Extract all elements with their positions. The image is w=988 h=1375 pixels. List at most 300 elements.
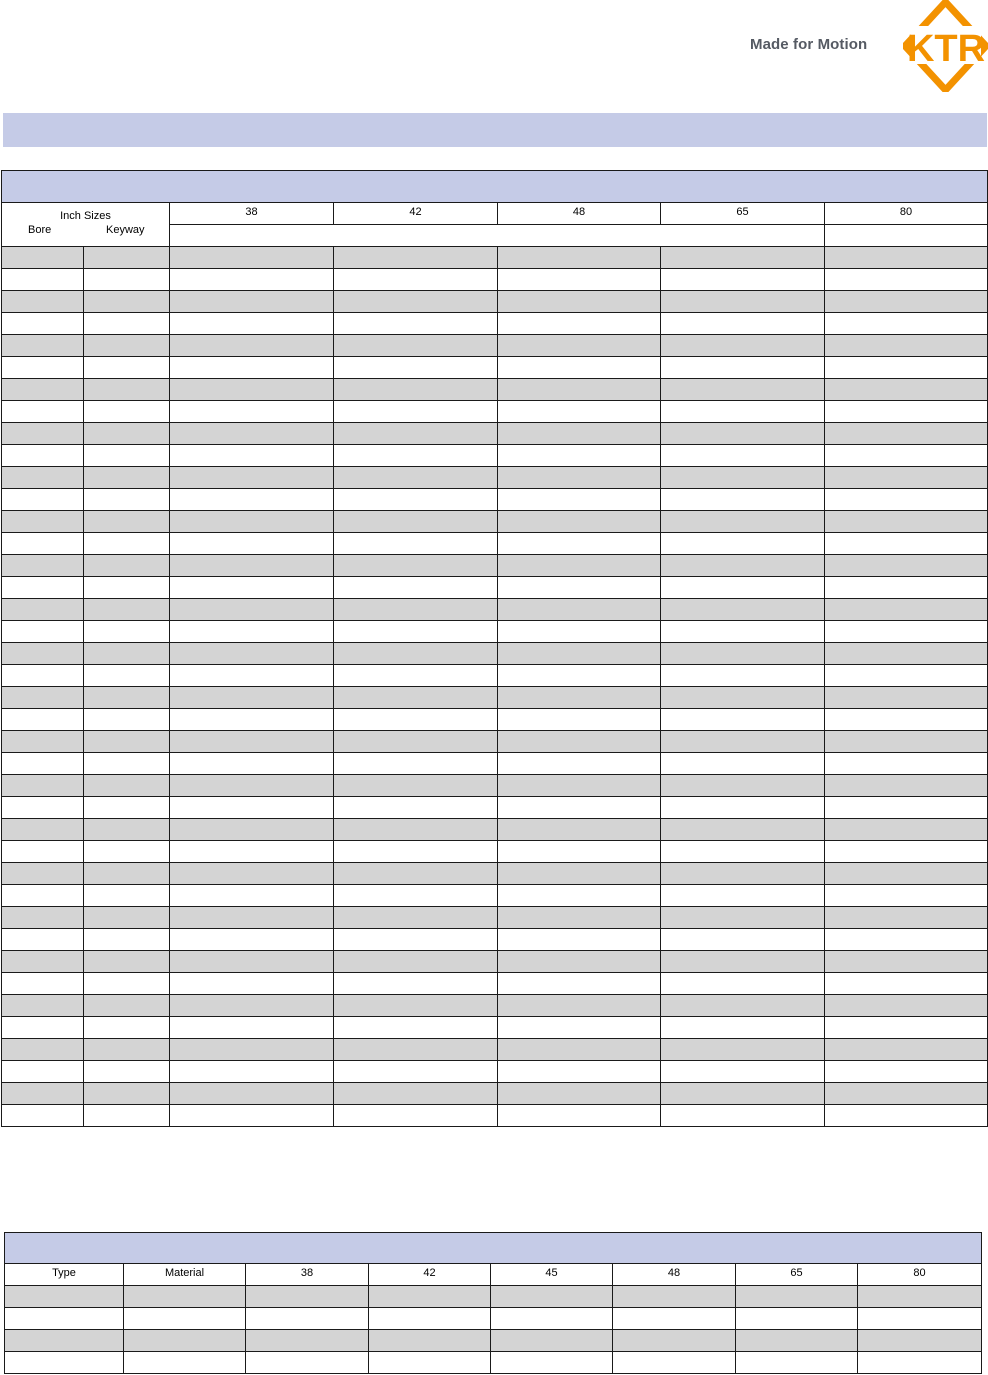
table-cell — [170, 687, 334, 709]
table-cell — [498, 1061, 661, 1083]
table-cell — [84, 335, 170, 357]
table-cell — [498, 841, 661, 863]
table-row — [2, 1105, 988, 1127]
table-row — [5, 1286, 982, 1308]
table-cell — [498, 489, 661, 511]
table-cell — [2, 1105, 84, 1127]
table-cell — [661, 1039, 825, 1061]
table-cell — [2, 1061, 84, 1083]
table-cell — [661, 291, 825, 313]
size-column-header: 42 — [369, 1264, 491, 1286]
table-cell — [84, 929, 170, 951]
keyway-column-label: Keyway — [106, 224, 145, 236]
table-cell — [84, 885, 170, 907]
table-row — [2, 467, 988, 489]
table-cell — [84, 555, 170, 577]
table-cell — [661, 797, 825, 819]
size-subheader-group — [170, 225, 825, 247]
table-cell — [498, 731, 661, 753]
table-cell — [170, 731, 334, 753]
table-cell — [84, 1039, 170, 1061]
table-cell — [2, 665, 84, 687]
table-cell — [858, 1286, 982, 1308]
table-cell — [825, 599, 988, 621]
table-cell — [170, 445, 334, 467]
table-row — [2, 401, 988, 423]
table-row — [5, 1352, 982, 1374]
table-cell — [661, 445, 825, 467]
size-header: 80 — [825, 203, 988, 225]
table-cell — [84, 511, 170, 533]
table-cell — [491, 1286, 613, 1308]
table-cell — [661, 973, 825, 995]
table-cell — [5, 1308, 124, 1330]
table-cell — [661, 753, 825, 775]
table-cell — [2, 731, 84, 753]
table-cell — [498, 1039, 661, 1061]
table-cell — [825, 291, 988, 313]
table-cell — [825, 401, 988, 423]
table-cell — [170, 665, 334, 687]
table-cell — [170, 335, 334, 357]
size-header: 38 — [170, 203, 334, 225]
table-cell — [334, 555, 498, 577]
table-row — [2, 929, 988, 951]
table-cell — [858, 1308, 982, 1330]
table-cell — [334, 665, 498, 687]
table-cell — [84, 445, 170, 467]
section-band — [3, 113, 987, 147]
table-cell — [124, 1308, 246, 1330]
table-cell — [613, 1330, 736, 1352]
size-header: 48 — [498, 203, 661, 225]
table-row — [2, 335, 988, 357]
table-cell — [84, 599, 170, 621]
table-cell — [170, 775, 334, 797]
table-cell — [2, 797, 84, 819]
table-cell — [84, 731, 170, 753]
table-row — [2, 863, 988, 885]
bore-column-label: Bore — [28, 224, 52, 236]
table-cell — [2, 445, 84, 467]
table-cell — [246, 1330, 369, 1352]
table-cell — [498, 313, 661, 335]
table-cell — [825, 621, 988, 643]
table-cell — [613, 1308, 736, 1330]
table-row — [2, 775, 988, 797]
table-cell — [498, 819, 661, 841]
table-cell — [84, 643, 170, 665]
table-row — [2, 489, 988, 511]
table-cell — [661, 995, 825, 1017]
table-cell — [124, 1330, 246, 1352]
table-cell — [498, 907, 661, 929]
table-cell — [661, 335, 825, 357]
table-cell — [498, 951, 661, 973]
type-table-title-band — [5, 1233, 982, 1264]
table-cell — [334, 753, 498, 775]
table-row — [2, 511, 988, 533]
table-cell — [170, 643, 334, 665]
table-cell — [2, 973, 84, 995]
table-cell — [170, 797, 334, 819]
table-cell — [825, 819, 988, 841]
table-row — [2, 841, 988, 863]
table-row — [2, 423, 988, 445]
table-cell — [2, 401, 84, 423]
table-cell — [84, 621, 170, 643]
table-cell — [170, 357, 334, 379]
table-row — [2, 269, 988, 291]
table-cell — [661, 643, 825, 665]
table-cell — [2, 423, 84, 445]
table-cell — [84, 665, 170, 687]
table-cell — [334, 973, 498, 995]
table-cell — [498, 797, 661, 819]
table-cell — [825, 665, 988, 687]
table-cell — [170, 753, 334, 775]
table-cell — [369, 1308, 491, 1330]
table-cell — [661, 863, 825, 885]
table-cell — [2, 863, 84, 885]
table-cell — [661, 423, 825, 445]
table-cell — [661, 247, 825, 269]
table-cell — [825, 379, 988, 401]
size-column-header: 38 — [246, 1264, 369, 1286]
table-row — [2, 1017, 988, 1039]
logo-text: KTR — [906, 28, 986, 70]
table-cell — [2, 841, 84, 863]
table-cell — [2, 577, 84, 599]
table-cell — [84, 291, 170, 313]
table-cell — [246, 1352, 369, 1374]
table-cell — [661, 929, 825, 951]
table-cell — [84, 709, 170, 731]
table-cell — [334, 445, 498, 467]
table-cell — [498, 643, 661, 665]
table-cell — [334, 687, 498, 709]
table-cell — [170, 907, 334, 929]
table-cell — [825, 445, 988, 467]
table-cell — [170, 841, 334, 863]
table-cell — [334, 1061, 498, 1083]
table-cell — [661, 1105, 825, 1127]
table-cell — [858, 1352, 982, 1374]
table-cell — [170, 401, 334, 423]
table-cell — [498, 269, 661, 291]
table-cell — [170, 533, 334, 555]
table-cell — [825, 1105, 988, 1127]
size-column-header: 45 — [491, 1264, 613, 1286]
table-cell — [825, 951, 988, 973]
table-cell — [661, 951, 825, 973]
table-cell — [825, 533, 988, 555]
table-cell — [661, 709, 825, 731]
table-cell — [613, 1352, 736, 1374]
table-cell — [334, 1105, 498, 1127]
table-row — [2, 753, 988, 775]
table-cell — [825, 467, 988, 489]
table-row — [2, 533, 988, 555]
type-material-table — [4, 1232, 982, 1374]
table-cell — [2, 885, 84, 907]
table-row — [2, 357, 988, 379]
table-cell — [2, 269, 84, 291]
table-cell — [661, 379, 825, 401]
table-cell — [170, 1017, 334, 1039]
table-cell — [2, 687, 84, 709]
table-row — [2, 643, 988, 665]
table-cell — [825, 841, 988, 863]
table-cell — [334, 1017, 498, 1039]
table-cell — [334, 995, 498, 1017]
table-row — [2, 797, 988, 819]
table-cell — [170, 313, 334, 335]
size-header: 65 — [661, 203, 825, 225]
table-cell — [825, 709, 988, 731]
table-cell — [170, 423, 334, 445]
table-cell — [661, 467, 825, 489]
table-row — [2, 885, 988, 907]
table-cell — [170, 951, 334, 973]
table-row — [2, 555, 988, 577]
table-cell — [2, 489, 84, 511]
table-cell — [84, 247, 170, 269]
table-cell — [825, 687, 988, 709]
table-cell — [334, 951, 498, 973]
size-subheader — [825, 225, 988, 247]
brand-tagline: Made for Motion — [750, 36, 868, 53]
table-cell — [498, 291, 661, 313]
table-cell — [2, 291, 84, 313]
table-cell — [334, 577, 498, 599]
table-cell — [84, 1083, 170, 1105]
table-row — [2, 247, 988, 269]
table-cell — [334, 797, 498, 819]
table-cell — [334, 423, 498, 445]
size-column-header: 48 — [613, 1264, 736, 1286]
table-cell — [498, 709, 661, 731]
table-cell — [84, 269, 170, 291]
table-cell — [2, 313, 84, 335]
table-cell — [2, 929, 84, 951]
table-cell — [2, 819, 84, 841]
table-cell — [661, 665, 825, 687]
table-cell — [2, 1017, 84, 1039]
table-cell — [491, 1330, 613, 1352]
table-cell — [170, 555, 334, 577]
inch-sizes-header — [2, 203, 170, 247]
table-cell — [334, 467, 498, 489]
table-cell — [858, 1330, 982, 1352]
table-cell — [84, 489, 170, 511]
table-cell — [661, 1061, 825, 1083]
table-cell — [825, 511, 988, 533]
table-cell — [2, 533, 84, 555]
table-cell — [170, 709, 334, 731]
table-cell — [2, 247, 84, 269]
table-cell — [498, 885, 661, 907]
bore-table-title-band — [2, 171, 988, 203]
table-cell — [5, 1352, 124, 1374]
table-cell — [661, 577, 825, 599]
table-cell — [84, 1105, 170, 1127]
table-cell — [84, 687, 170, 709]
table-cell — [661, 357, 825, 379]
size-column-header: 65 — [736, 1264, 858, 1286]
table-cell — [736, 1352, 858, 1374]
table-cell — [170, 1083, 334, 1105]
table-cell — [2, 1083, 84, 1105]
table-cell — [498, 555, 661, 577]
table-cell — [246, 1308, 369, 1330]
table-cell — [2, 357, 84, 379]
table-cell — [2, 775, 84, 797]
table-cell — [334, 907, 498, 929]
table-cell — [2, 995, 84, 1017]
size-header: 42 — [334, 203, 498, 225]
table-cell — [334, 291, 498, 313]
table-cell — [84, 423, 170, 445]
table-cell — [334, 401, 498, 423]
table-cell — [84, 753, 170, 775]
table-cell — [661, 841, 825, 863]
table-cell — [736, 1330, 858, 1352]
table-cell — [491, 1352, 613, 1374]
table-row — [2, 819, 988, 841]
table-cell — [84, 973, 170, 995]
table-cell — [498, 973, 661, 995]
table-cell — [170, 379, 334, 401]
table-row — [2, 599, 988, 621]
table-cell — [825, 929, 988, 951]
table-cell — [170, 577, 334, 599]
table-cell — [661, 1017, 825, 1039]
table-cell — [498, 511, 661, 533]
table-cell — [736, 1308, 858, 1330]
table-cell — [84, 379, 170, 401]
table-cell — [661, 907, 825, 929]
table-cell — [498, 357, 661, 379]
table-cell — [825, 1061, 988, 1083]
table-cell — [498, 467, 661, 489]
table-row — [2, 313, 988, 335]
table-cell — [825, 489, 988, 511]
table-row — [2, 379, 988, 401]
table-cell — [334, 313, 498, 335]
table-cell — [825, 357, 988, 379]
table-cell — [498, 401, 661, 423]
table-cell — [498, 577, 661, 599]
table-cell — [334, 709, 498, 731]
table-cell — [661, 401, 825, 423]
table-cell — [661, 533, 825, 555]
table-cell — [825, 313, 988, 335]
table-cell — [84, 995, 170, 1017]
table-cell — [5, 1286, 124, 1308]
table-cell — [84, 907, 170, 929]
table-cell — [661, 1083, 825, 1105]
table-cell — [369, 1330, 491, 1352]
table-cell — [825, 335, 988, 357]
table-cell — [170, 621, 334, 643]
table-cell — [334, 863, 498, 885]
table-cell — [498, 775, 661, 797]
table-cell — [334, 379, 498, 401]
table-cell — [334, 819, 498, 841]
table-cell — [2, 599, 84, 621]
table-cell — [2, 621, 84, 643]
table-cell — [5, 1330, 124, 1352]
table-cell — [661, 621, 825, 643]
table-row — [2, 291, 988, 313]
table-cell — [491, 1308, 613, 1330]
table-cell — [170, 995, 334, 1017]
table-cell — [170, 247, 334, 269]
table-cell — [84, 401, 170, 423]
table-cell — [170, 599, 334, 621]
table-row — [5, 1330, 982, 1352]
table-cell — [334, 269, 498, 291]
table-cell — [498, 995, 661, 1017]
table-cell — [498, 533, 661, 555]
table-cell — [2, 753, 84, 775]
table-cell — [825, 423, 988, 445]
table-row — [2, 951, 988, 973]
table-cell — [661, 489, 825, 511]
table-cell — [170, 291, 334, 313]
table-cell — [246, 1286, 369, 1308]
table-cell — [170, 863, 334, 885]
table-cell — [170, 269, 334, 291]
table-cell — [334, 621, 498, 643]
table-cell — [825, 885, 988, 907]
table-cell — [334, 885, 498, 907]
table-cell — [170, 511, 334, 533]
table-cell — [334, 489, 498, 511]
table-cell — [334, 1039, 498, 1061]
table-row — [2, 621, 988, 643]
table-cell — [2, 511, 84, 533]
table-cell — [2, 1039, 84, 1061]
table-cell — [825, 863, 988, 885]
table-cell — [334, 511, 498, 533]
table-row — [2, 577, 988, 599]
table-cell — [825, 797, 988, 819]
table-cell — [334, 1083, 498, 1105]
table-cell — [2, 709, 84, 731]
table-cell — [170, 1039, 334, 1061]
table-cell — [84, 1017, 170, 1039]
table-cell — [825, 643, 988, 665]
table-cell — [825, 995, 988, 1017]
table-cell — [2, 467, 84, 489]
table-row — [2, 687, 988, 709]
table-cell — [84, 863, 170, 885]
table-cell — [170, 885, 334, 907]
table-cell — [124, 1352, 246, 1374]
table-cell — [84, 841, 170, 863]
table-cell — [613, 1286, 736, 1308]
table-cell — [334, 731, 498, 753]
table-cell — [84, 577, 170, 599]
table-cell — [334, 357, 498, 379]
table-cell — [2, 555, 84, 577]
table-row — [2, 445, 988, 467]
table-cell — [825, 577, 988, 599]
table-row — [2, 907, 988, 929]
table-row — [2, 1083, 988, 1105]
